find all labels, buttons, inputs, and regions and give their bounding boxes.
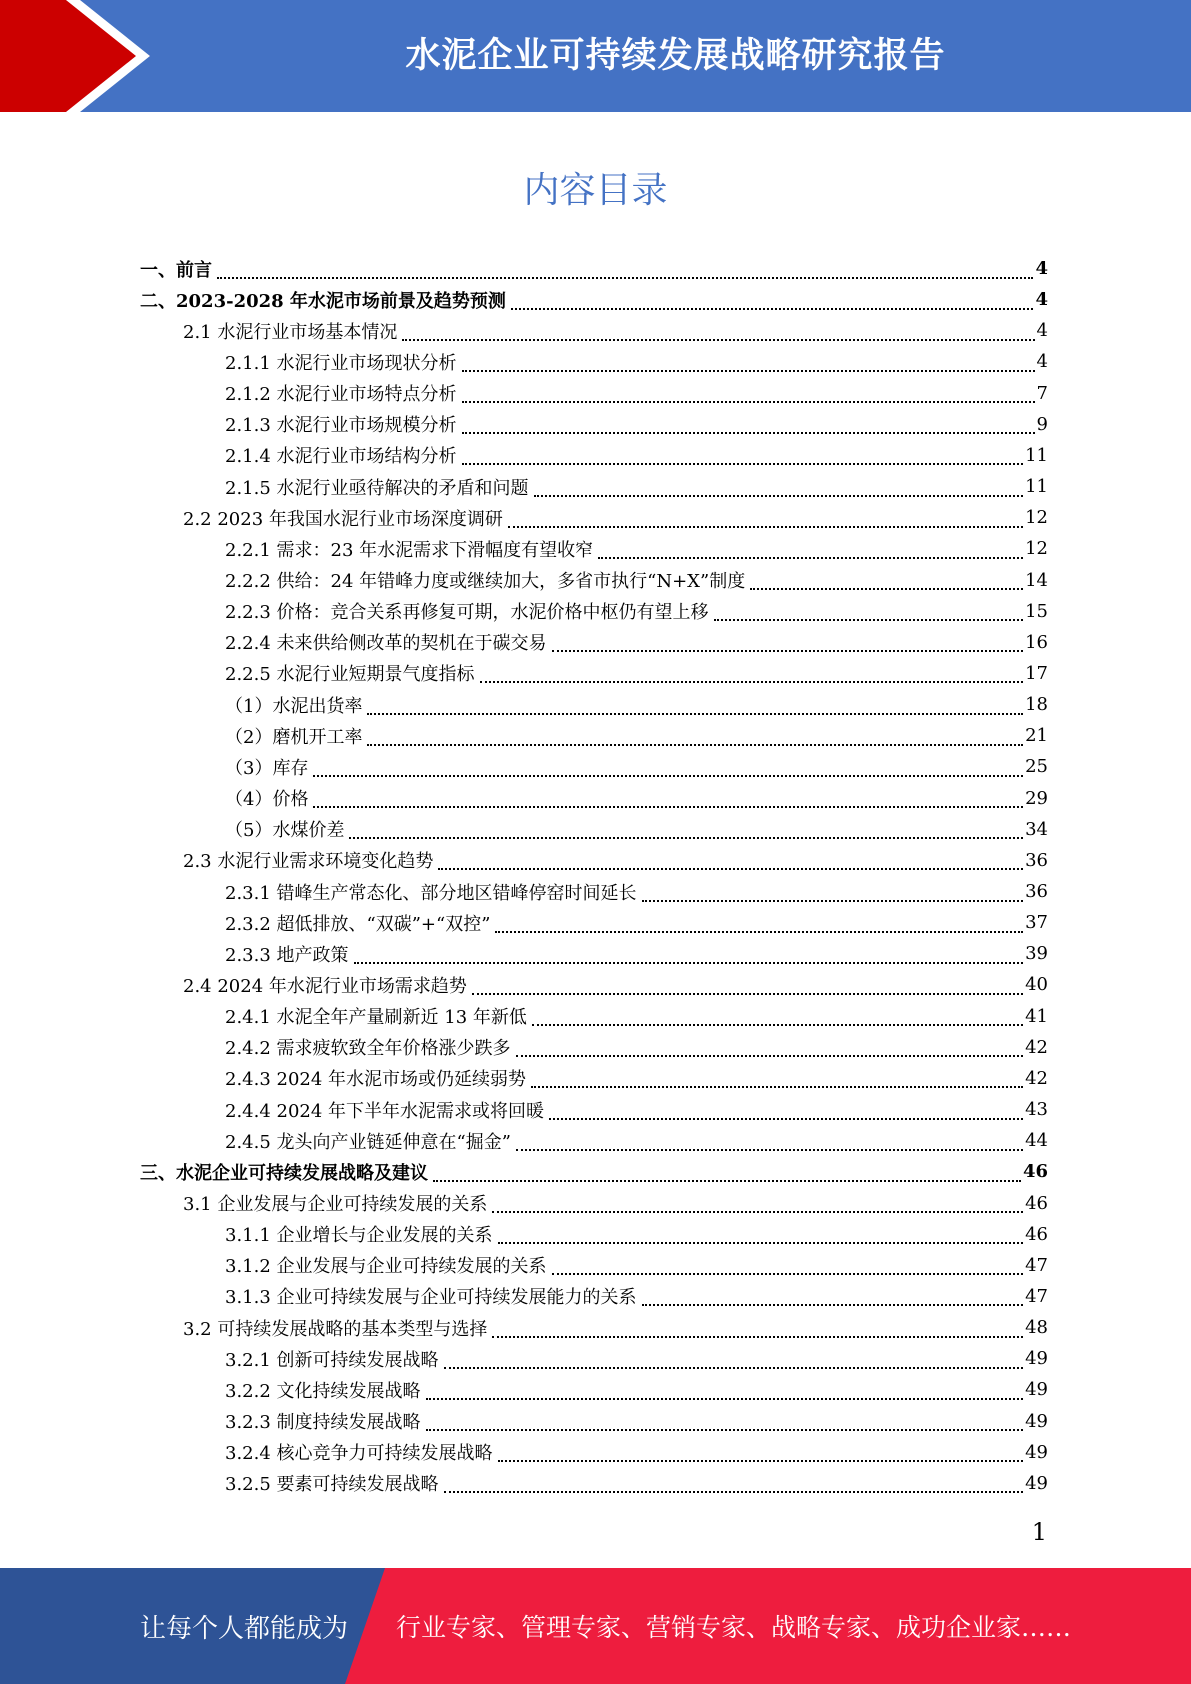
toc-entry[interactable] bbox=[225, 378, 1048, 409]
toc-entry[interactable] bbox=[225, 876, 1048, 907]
toc-entry[interactable] bbox=[225, 1125, 1048, 1156]
toc-dot-leader bbox=[217, 263, 1033, 279]
toc-entry-title: 2.1.1 水泥行业市场现状分析 bbox=[225, 352, 457, 374]
toc-dot-leader bbox=[433, 1166, 1021, 1182]
toc-entry-page: 46 bbox=[1022, 1161, 1048, 1183]
toc-dot-leader bbox=[354, 948, 1024, 964]
toc-entry-page: 14 bbox=[1025, 569, 1048, 591]
page-footer bbox=[0, 1568, 1191, 1684]
report-title: 水泥企业可持续发展战略研究报告 bbox=[405, 36, 946, 76]
toc-entry-page: 15 bbox=[1025, 600, 1048, 622]
toc-dot-leader bbox=[549, 1104, 1023, 1120]
toc-entry-title: 3.2.5 要素可持续发展战略 bbox=[225, 1474, 439, 1496]
toc-dot-leader bbox=[534, 481, 1024, 497]
toc-dot-leader bbox=[552, 636, 1024, 652]
toc-dot-leader bbox=[598, 543, 1023, 559]
toc-entry[interactable] bbox=[183, 502, 1048, 533]
toc-dot-leader bbox=[462, 387, 1035, 403]
toc-dot-leader bbox=[511, 294, 1034, 310]
toc-entry[interactable] bbox=[183, 845, 1048, 876]
toc-entry-title: 2.4.1 水泥全年产量刷新近 13 年新低 bbox=[225, 1007, 527, 1029]
toc-dot-leader bbox=[313, 792, 1023, 808]
toc-entry-page: 12 bbox=[1025, 507, 1048, 529]
toc-dot-leader bbox=[444, 1353, 1024, 1369]
toc-dot-leader bbox=[516, 1041, 1024, 1057]
toc-entry-page: 4 bbox=[1036, 351, 1048, 373]
toc-dot-leader bbox=[495, 917, 1023, 933]
toc-dot-leader bbox=[444, 1477, 1024, 1493]
toc-entry[interactable] bbox=[225, 565, 1048, 596]
toc-entry-title: 2.1 水泥行业市场基本情况 bbox=[183, 321, 398, 343]
toc-entry[interactable] bbox=[225, 783, 1048, 814]
toc-dot-leader bbox=[480, 667, 1024, 683]
toc-entry[interactable] bbox=[225, 440, 1048, 471]
toc-entry-title: 3.1.1 企业增长与企业发展的关系 bbox=[225, 1225, 493, 1247]
toc-entry[interactable] bbox=[225, 1406, 1048, 1437]
toc-entry-page: 42 bbox=[1025, 1067, 1048, 1089]
toc-dot-leader bbox=[714, 605, 1024, 621]
toc-entry-page: 49 bbox=[1025, 1410, 1048, 1432]
toc-dot-leader bbox=[462, 418, 1035, 434]
toc-entry-title: 二、2023-2028 年水泥市场前景及趋势预测 bbox=[140, 290, 506, 312]
toc-entry-title: 3.1.3 企业可持续发展与企业可持续发展能力的关系 bbox=[225, 1287, 637, 1309]
toc-entry-page: 25 bbox=[1025, 756, 1048, 778]
toc-entry[interactable] bbox=[225, 471, 1048, 502]
toc-dot-leader bbox=[367, 730, 1023, 746]
toc-entry-title: 2.4.3 2024 年水泥市场或仍延续弱势 bbox=[225, 1069, 527, 1091]
toc-entry[interactable] bbox=[225, 938, 1048, 969]
toc-entry[interactable] bbox=[183, 1312, 1048, 1343]
toc-entry-page: 29 bbox=[1025, 787, 1048, 809]
toc-entry-page: 47 bbox=[1025, 1285, 1048, 1307]
toc-dot-leader bbox=[472, 979, 1023, 995]
toc-entry-page: 12 bbox=[1025, 538, 1048, 560]
toc-dot-leader bbox=[349, 823, 1023, 839]
toc-dot-leader bbox=[402, 325, 1034, 341]
toc-entry-title: 3.1 企业发展与企业可持续发展的关系 bbox=[183, 1194, 488, 1215]
toc-entry[interactable] bbox=[225, 1437, 1048, 1468]
toc-entry-page: 37 bbox=[1025, 912, 1048, 934]
toc-entry-page: 11 bbox=[1025, 476, 1048, 498]
toc-entry-page: 36 bbox=[1025, 849, 1048, 871]
toc-entry-page: 36 bbox=[1025, 881, 1048, 902]
toc-dot-leader bbox=[462, 449, 1024, 465]
toc-dot-leader bbox=[462, 356, 1035, 372]
toc-entry[interactable] bbox=[225, 1343, 1048, 1374]
toc-dot-leader bbox=[642, 886, 1024, 902]
toc-entry-page: 44 bbox=[1025, 1130, 1048, 1152]
footer-slogan-left: 让每个人都能成为 bbox=[140, 1613, 349, 1644]
toc-dot-leader bbox=[492, 1322, 1023, 1338]
toc-entry-page: 46 bbox=[1025, 1223, 1048, 1245]
toc-dot-leader bbox=[642, 1290, 1024, 1306]
toc-entry[interactable] bbox=[225, 1468, 1048, 1499]
toc-entry-title: 2.1.2 水泥行业市场特点分析 bbox=[225, 384, 457, 406]
toc-entry[interactable] bbox=[225, 1281, 1048, 1312]
toc-entry-title: 2.2.5 水泥行业短期景气度指标 bbox=[225, 664, 475, 686]
toc-entry-title: 2.2.4 未来供给侧改革的契机在于碳交易 bbox=[225, 633, 547, 655]
toc-entry-page: 42 bbox=[1025, 1036, 1048, 1058]
toc-entry-title: （1）水泥出货率 bbox=[225, 695, 363, 717]
toc-entry-page: 4 bbox=[1035, 258, 1048, 279]
toc-entry-page: 48 bbox=[1025, 1317, 1048, 1339]
toc-entry-page: 11 bbox=[1025, 444, 1048, 466]
toc-entry[interactable] bbox=[225, 1094, 1048, 1125]
toc-dot-leader bbox=[367, 699, 1023, 715]
toc-entry-title: 2.2.2 供给：24 年错峰力度或继续加大，多省市执行“N+X”制度 bbox=[225, 571, 746, 592]
toc-entry-title: （3）库存 bbox=[225, 757, 309, 779]
toc-dot-leader bbox=[516, 1135, 1023, 1151]
toc-entry[interactable] bbox=[183, 315, 1048, 346]
toc-entry-title: 2.2.1 需求：23 年水泥需求下滑幅度有望收窄 bbox=[225, 539, 594, 561]
toc-entry-page: 9 bbox=[1036, 413, 1048, 435]
toc-entry[interactable] bbox=[225, 1374, 1048, 1405]
page-header bbox=[0, 0, 1191, 112]
toc-entry-page: 40 bbox=[1025, 974, 1048, 996]
toc-entry-title: 2.3 水泥行业需求环境变化趋势 bbox=[183, 851, 434, 873]
toc-entry-title: 3.2 可持续发展战略的基本类型与选择 bbox=[183, 1318, 488, 1340]
toc-entry-title: （2）磨机开工率 bbox=[225, 726, 363, 748]
toc-entry-title: 2.4.4 2024 年下半年水泥需求或将回暖 bbox=[225, 1100, 545, 1122]
toc-entry-page: 7 bbox=[1036, 382, 1048, 404]
toc-dot-leader bbox=[508, 512, 1023, 528]
toc-entry[interactable] bbox=[225, 1063, 1048, 1094]
toc-entry-page: 18 bbox=[1025, 694, 1048, 716]
toc-entry-title: 3.2.3 制度持续发展战略 bbox=[225, 1412, 421, 1434]
toc-entry-page: 21 bbox=[1025, 725, 1048, 747]
toc-dot-leader bbox=[531, 1072, 1023, 1088]
toc-entry[interactable] bbox=[225, 409, 1048, 440]
toc-entry-title: 3.2.2 文化持续发展战略 bbox=[225, 1380, 421, 1402]
toc-dot-leader bbox=[750, 574, 1023, 590]
toc-dot-leader bbox=[498, 1446, 1024, 1462]
toc-entry[interactable] bbox=[225, 1001, 1048, 1032]
toc-entry[interactable] bbox=[183, 1188, 1048, 1219]
toc-entry-title: 2.1.5 水泥行业亟待解决的矛盾和问题 bbox=[225, 477, 529, 499]
toc-dot-leader bbox=[492, 1197, 1023, 1213]
toc-entry-title: 2.2 2023 年我国水泥行业市场深度调研 bbox=[183, 508, 503, 530]
toc-entry-title: 2.3.2 超低排放、“双碳”+“双控” bbox=[225, 913, 491, 935]
toc-entry-page: 47 bbox=[1025, 1254, 1048, 1276]
toc-dot-leader bbox=[426, 1415, 1024, 1431]
toc-entry[interactable] bbox=[225, 596, 1048, 627]
toc-entry[interactable] bbox=[225, 533, 1048, 564]
toc-entry[interactable] bbox=[225, 907, 1048, 938]
toc-entry-page: 49 bbox=[1025, 1441, 1048, 1463]
toc-entry[interactable] bbox=[225, 1219, 1048, 1250]
toc-entry-title: 2.3.1 错峰生产常态化、部分地区错峰停窑时间延长 bbox=[225, 882, 637, 904]
toc-entry-title: 三、水泥企业可持续发展战略及建议 bbox=[140, 1162, 428, 1184]
toc-entry-page: 16 bbox=[1025, 631, 1048, 653]
toc-entry-title: 2.1.4 水泥行业市场结构分析 bbox=[225, 446, 457, 468]
toc-entry-title: 2.3.3 地产政策 bbox=[225, 944, 349, 966]
toc-dot-leader bbox=[552, 1259, 1024, 1275]
toc-entry-page: 17 bbox=[1025, 662, 1048, 684]
toc-entry-title: 2.4 2024 年水泥行业市场需求趋势 bbox=[183, 975, 467, 997]
toc-entry-page: 46 bbox=[1025, 1192, 1048, 1214]
toc-entry[interactable] bbox=[225, 627, 1048, 658]
toc-dot-leader bbox=[313, 761, 1023, 777]
toc-entry[interactable] bbox=[183, 969, 1048, 1000]
toc-entry-title: 2.4.2 需求疲软致全年价格涨少跌多 bbox=[225, 1038, 511, 1060]
toc-entry[interactable] bbox=[225, 720, 1048, 751]
toc-entry-page: 41 bbox=[1025, 1005, 1048, 1027]
toc-entry-page: 49 bbox=[1025, 1379, 1048, 1401]
toc-entry[interactable] bbox=[225, 658, 1048, 689]
toc-entry-page: 4 bbox=[1035, 289, 1048, 311]
toc-entry-page: 49 bbox=[1025, 1348, 1048, 1370]
toc-entry[interactable] bbox=[140, 284, 1048, 315]
toc-dot-leader bbox=[426, 1384, 1024, 1400]
toc-entry-title: （4）价格 bbox=[225, 789, 309, 811]
toc-entry-title: （5）水煤价差 bbox=[225, 820, 345, 842]
toc-dot-leader bbox=[532, 1010, 1023, 1026]
toc-entry[interactable] bbox=[225, 1032, 1048, 1063]
toc-entry[interactable] bbox=[140, 1156, 1048, 1187]
toc-entry-title: 3.2.4 核心竞争力可持续发展战略 bbox=[225, 1443, 493, 1465]
page-number: 1 bbox=[1031, 1518, 1047, 1546]
toc-entry-title: 2.4.5 龙头向产业链延伸意在“掘金” bbox=[225, 1131, 511, 1153]
toc-entry-title: 3.1.2 企业发展与企业可持续发展的关系 bbox=[225, 1256, 547, 1278]
toc-heading: 内容目录 bbox=[523, 170, 668, 211]
toc-entry-title: 2.2.3 价格：竞合关系再修复可期，水泥价格中枢仍有望上移 bbox=[225, 602, 709, 624]
toc-entry-page: 43 bbox=[1025, 1099, 1048, 1121]
toc-entry[interactable] bbox=[225, 751, 1048, 782]
toc-entry-title: 3.2.1 创新可持续发展战略 bbox=[225, 1349, 439, 1371]
toc-entry[interactable] bbox=[225, 689, 1048, 720]
toc-entry-title: 2.1.3 水泥行业市场规模分析 bbox=[225, 415, 457, 437]
toc-entry-title: 一、前言 bbox=[140, 259, 212, 281]
toc-entry-page: 4 bbox=[1036, 320, 1048, 342]
toc-entry-page: 34 bbox=[1025, 818, 1048, 840]
toc-entry-page: 39 bbox=[1025, 943, 1048, 965]
toc-entry[interactable] bbox=[225, 346, 1048, 377]
toc-dot-leader bbox=[498, 1228, 1024, 1244]
toc-dot-leader bbox=[438, 854, 1023, 870]
toc-entry[interactable] bbox=[225, 1250, 1048, 1281]
footer-slogan-right: 行业专家、管理专家、营销专家、战略专家、成功企业家…… bbox=[396, 1613, 1072, 1642]
toc-entry[interactable] bbox=[225, 814, 1048, 845]
toc-entry-page: 49 bbox=[1025, 1472, 1048, 1494]
toc-entry[interactable] bbox=[140, 253, 1048, 284]
